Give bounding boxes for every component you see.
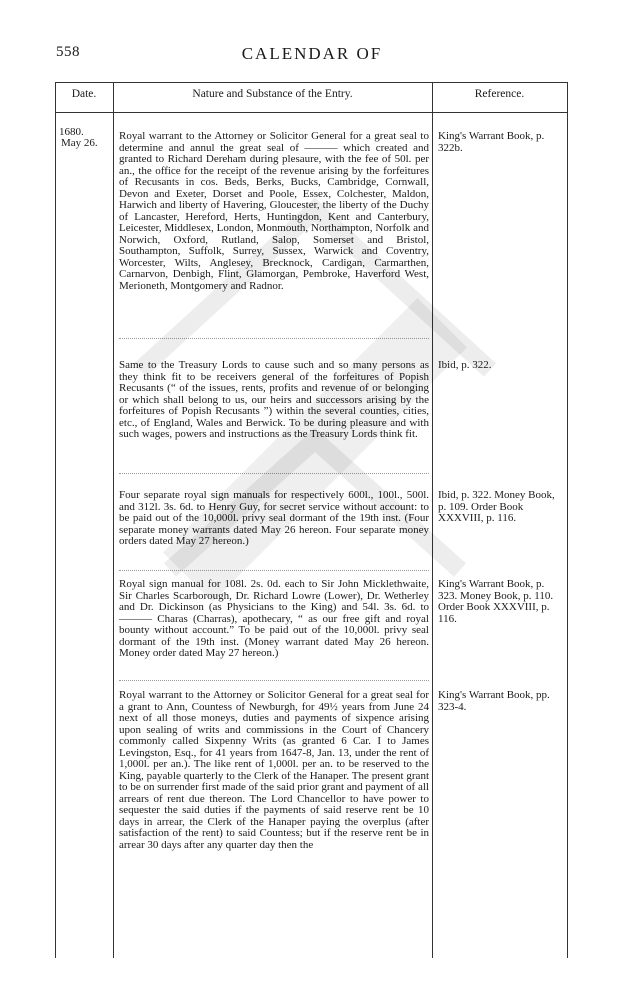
- entry-3: Four separate royal sign manuals for respectively 600l., 100l., 500l. and 312l. 3s. 6d. to Henry Guy, for secret service without account: to be paid out of the 10,000l. privy seal dormant of the 19th inst. (Four separate money warrants dated May 26 hereon. Four separate money orders dated May 27 hereon.): [119, 489, 429, 547]
- page-header: [56, 44, 568, 68]
- reference-4: King's Warrant Book, p. 323. Money Book, p. 110. Order Book XXXVIII, p. 116.: [438, 578, 554, 625]
- header-bottom-rule: [55, 112, 568, 113]
- column-header-entry: Nature and Substance of the Entry.: [192, 88, 353, 100]
- entry-2: Same to the Treasury Lords to cause such and so many persons as they think fit to be receivers general of the forfeitures of Popish Recusants (“ of the issues, rents, profits and revenue of or belonging or which shall belong to us, our heirs and successors arising by the forfeitures of Popish Recusants ”) within the several counties, cities, etc., of England, Wales and Berwick. To be during pleasure and with such wages, powers and instructions as the Treasury Lords think fit.: [119, 359, 429, 440]
- entry-divider: [119, 570, 429, 571]
- column-header-reference: Reference.: [474, 88, 525, 100]
- entry-5: Royal warrant to the Attorney or Solicitor General for a great seal for a grant to Ann, Countess of Newburgh, for 49½ years from June 24 next of all those moneys, duties and payments of sixpence arising upon sealing of writs and commissions in the Court of Chancery commonly called Sixpenny Writs (as granted 6 Car. I to James Levingston, Esq., for 41 years from 1647-8, Jan. 13, under the rent of 1,000l. per an.). The like rent of 1,000l. per an. to be reserved to the King, payable quarterly to the Clerk of the Hanaper. The present grant to be on surrender first made of the said prior grant and payment of all arrears of rent due thereon. The Lord Chancellor to have power to sequester the said duties if the payments of said reserve rent be 10 days in arrear, the Clerk of the Hanaper paying the overplus (after satisfaction of the rent) to said Countess; but if the reserve rent be in arrear 30 days after any quarter day then the: [119, 689, 429, 851]
- entry-4: Royal sign manual for 108l. 2s. 0d. each to Sir John Micklethwaite, Sir Charles Scarborough, Dr. Richard Lowre (Lower), Dr. Wetherley and Dr. Dickinson (as Physicians to the King) and 54l. 3s. 6d. to ——— Charas (Charras), apothecary, “ as our free gift and royal bounty without account.” To be paid out of the 10,000l. privy seal dormant of the 19th inst. (Money warrant dated May 26 hereon. Money order dated May 27 hereon.): [119, 578, 429, 659]
- date-year: 1680.: [59, 126, 84, 138]
- entry-divider: [119, 338, 429, 339]
- reference-2: Ibid, p. 322.: [438, 359, 492, 371]
- page-number: 558: [56, 44, 80, 60]
- date-day: May 26.: [61, 137, 98, 149]
- left-rule: [55, 82, 56, 958]
- reference-3: Ibid, p. 322. Money Book, p. 109. Order Book XXXVIII, p. 116.: [438, 489, 555, 524]
- reference-5: King's Warrant Book, pp. 323-4.: [438, 689, 550, 713]
- date-column-rule: [113, 82, 114, 958]
- entry-column-rule: [432, 82, 433, 958]
- column-header-date: Date.: [71, 88, 97, 100]
- table-top-rule: [55, 82, 568, 83]
- entry-divider: [119, 680, 429, 681]
- running-title: CALENDAR OF: [241, 44, 383, 63]
- reference-1: King's Warrant Book, p. 322b.: [438, 130, 545, 154]
- calendar-table: [55, 82, 568, 958]
- right-rule: [567, 82, 568, 958]
- entry-divider: [119, 473, 429, 474]
- entry-1: Royal warrant to the Attorney or Solicitor General for a great seal to determine and annul the great seal of ——— which created and granted to Richard Dereham during plesaure, with the fee of 50l. per an., the office for the receipt of the revenue arising by the forfeitures of Recusants in cos. Beds, Berks, Bucks, Cambridge, Cornwall, Devon and Exeter, Dorset and Poole, Essex, Colchester, Maldon, Harwich and liberty of Havering, Gloucester, the liberty of the Duchy of Lancaster, Hereford, Herts, Huntingdon, Kent and Canterbury, Leicester, Middlesex, London, Monmouth, Northampton, Norfolk and Norwich, Oxford, Rutland, Salop, Somerset and Bristol, Southampton, Suffolk, Surrey, Sussex, Warwick and Coventry, Worcester, Wilts, Anglesey, Brecknock, Cardigan, Carmarthen, Carnarvon, Denbigh, Flint, Glamorgan, Pembroke, Haverford West, Merioneth, Montgomery and Radnor.: [119, 130, 429, 292]
